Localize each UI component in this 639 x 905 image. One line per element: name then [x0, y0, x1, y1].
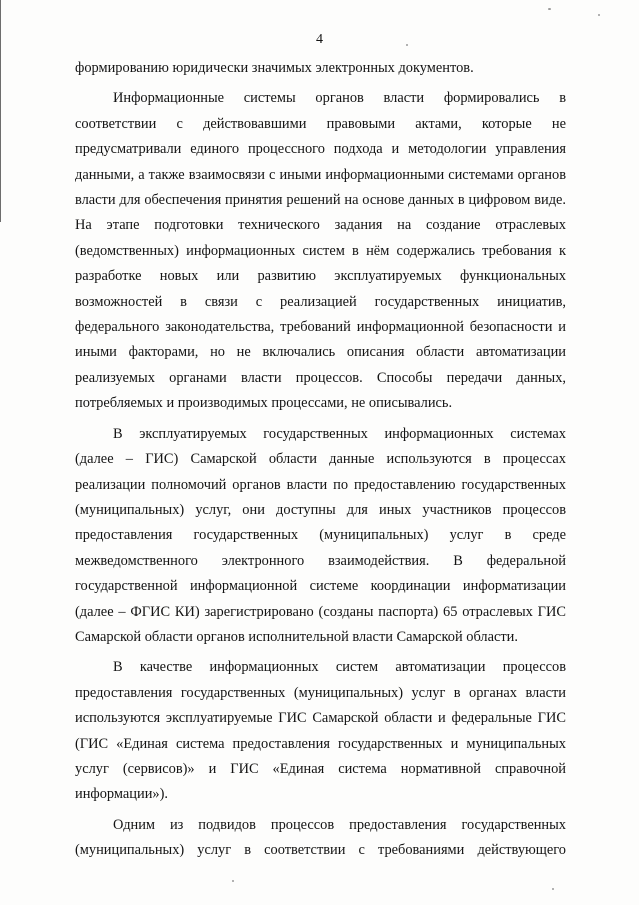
- text-line: федерального законодательства, требований информационной безопасности и: [75, 319, 566, 336]
- paragraph-4: [75, 655, 566, 807]
- text-line: В качестве информационных систем автоматизации процессов: [113, 659, 566, 676]
- text-line: соответствии с действовавшими правовыми актами, которые не: [75, 115, 566, 132]
- text-line: реализации полномочий органов власти по предоставлению государственных: [75, 476, 566, 493]
- text-line: предоставления государственных (муниципальных) услуг в органах власти: [75, 684, 566, 701]
- text-line: возможностей в связи с реализацией государственных инициатив,: [75, 293, 566, 310]
- page-number: 4: [316, 32, 323, 47]
- text-line: власти для обеспечения принятия решений на основе данных в цифровом виде.: [75, 192, 566, 209]
- text-line: информации»).: [75, 786, 168, 803]
- scan-speck: [232, 880, 234, 882]
- paragraph-1: [75, 56, 566, 81]
- text-line: потребляемых и производимых процессами, не описывались.: [75, 395, 453, 412]
- text-line: разработке новых или развитию эксплуатируемых функциональных: [75, 268, 566, 285]
- text-line: предоставления государственных (муниципальных) услуг в среде: [75, 527, 566, 544]
- text-line: В эксплуатируемых государственных информационных системах: [113, 425, 566, 442]
- scan-speck: [406, 44, 408, 46]
- text-line: Информационные системы органов власти формировались в: [113, 90, 566, 107]
- text-line: (далее – ГИС) Самарской области данные используются в процессах: [75, 451, 566, 468]
- paragraph-3: [75, 422, 566, 651]
- text-line: государственной информационной системе координации информатизации: [75, 578, 566, 595]
- text-line: реализуемых органами власти процессов. Способы передачи данных,: [75, 369, 566, 386]
- text-line: услуг (сервисов)» и ГИС «Единая система нормативной справочной: [75, 760, 566, 777]
- document-body: [75, 56, 566, 864]
- text-line: (муниципальных) услуг, они доступны для иных участников процессов: [75, 501, 566, 518]
- text-line: (муниципальных) услуг в соответствии с требованиями действующего: [75, 842, 566, 859]
- text-line: формированию юридически значимых электронных документов.: [75, 60, 474, 76]
- text-line: иными факторами, но не включались описания области автоматизации: [75, 344, 566, 361]
- text-line: (ведомственных) информационных систем в нём содержались требования к: [75, 242, 566, 259]
- scan-speck: [548, 8, 551, 10]
- scan-speck: [598, 14, 600, 16]
- paragraph-2: [75, 86, 566, 416]
- text-line: На этапе подготовки технического задания на создание отраслевых: [75, 217, 566, 234]
- text-line: используются эксплуатируемые ГИС Самарской области и федеральные ГИС: [75, 710, 566, 727]
- text-line: Одним из подвидов процессов предоставления государственных: [113, 816, 566, 833]
- text-line: (ГИС «Единая система предоставления государственных и муниципальных: [75, 735, 566, 752]
- text-line: (далее – ФГИС КИ) зарегистрировано (созданы паспорта) 65 отраслевых ГИС: [75, 603, 566, 620]
- scan-speck: [552, 888, 554, 890]
- text-line: межведомственного электронного взаимодействия. В федеральной: [75, 552, 566, 569]
- text-line: предусматривали единого процессного подхода и методологии управления: [75, 141, 566, 158]
- text-line: данными, а также взаимосвязи с иными информационными системами органов: [75, 166, 566, 183]
- paragraph-5: [75, 813, 566, 864]
- text-line: Самарской области органов исполнительной власти Самарской области.: [75, 628, 518, 645]
